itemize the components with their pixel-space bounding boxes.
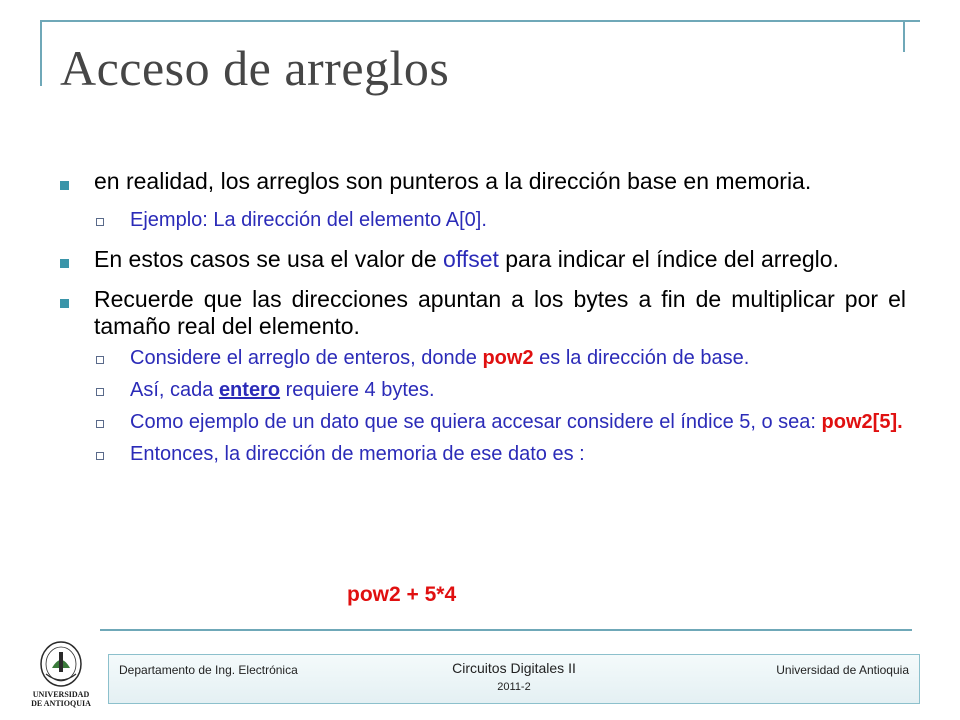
slide-title: Acceso de arreglos [60,40,450,96]
square-bullet-icon [60,299,69,308]
footer-divider [100,629,912,631]
logo-line-1: UNIVERSIDAD [32,690,90,699]
bullet-1-text: en realidad, los arreglos son punteros a la dirección base en memoria. [94,168,812,194]
footer-course: Circuitos Digitales II [452,660,576,676]
address-formula: pow2 + 5*4 [347,583,457,606]
footer-semester: 2011-2 [497,681,531,693]
footer-university: Universidad de Antioquia [776,663,909,677]
bullet-3 [58,286,906,340]
square-bullet-icon [60,181,69,190]
square-bullet-icon [60,259,69,268]
bullet-3-sub-1 [58,346,906,370]
bullet-3-sub-1-post: es la dirección de base. [533,347,750,369]
bullet-2-text-post: para indicar el índice del arreglo. [498,246,839,272]
bullet-1-sub-text: Ejemplo: La dirección del elemento A[0]. [130,209,487,231]
footer-bar [108,654,920,704]
pow2-keyword: pow2 [482,347,534,369]
bullet-3-sub-2 [58,378,906,402]
footer-department: Departamento de Ing. Electrónica [119,663,298,677]
logo-line-2: DE ANTIOQUIA [31,699,91,708]
hollow-square-bullet-icon [96,452,104,460]
bullet-3-sub-2-pre: Así, cada [130,379,219,401]
entero-link[interactable]: entero [218,379,281,401]
bullet-3-sub-3 [58,410,906,434]
hollow-square-bullet-icon [96,356,104,364]
frame-right-line [903,20,905,52]
bullet-3-sub-4 [58,442,906,466]
bullet-1 [58,168,906,195]
hollow-square-bullet-icon [96,420,104,428]
bullet-2 [58,246,906,273]
bullet-2-text-pre: En estos casos se usa el valor de [94,246,444,272]
bullet-3-sub-2-post: requiere 4 bytes. [280,379,435,401]
hollow-square-bullet-icon [96,388,104,396]
offset-keyword: offset [443,246,499,272]
hollow-square-bullet-icon [96,218,104,226]
frame-top-line [40,20,920,22]
bullet-3-sub-3-pre: Como ejemplo de un dato que se quiera accesar considere el índice 5, o sea: [130,411,822,433]
slide-content [58,168,906,474]
university-logo-text [30,690,92,708]
pow2-index-keyword: pow2[5]. [821,411,903,433]
bullet-1-sub [58,208,906,232]
bullet-3-sub-1-pre: Considere el arreglo de enteros, donde [130,347,483,369]
bullet-3-sub-4-text: Entonces, la dirección de memoria de ese dato es : [130,443,585,465]
frame-left-line [40,20,42,86]
bullet-3-text: Recuerde que las direcciones apuntan a los bytes a fin de multiplicar por el tamaño real del elemento. [94,286,906,339]
